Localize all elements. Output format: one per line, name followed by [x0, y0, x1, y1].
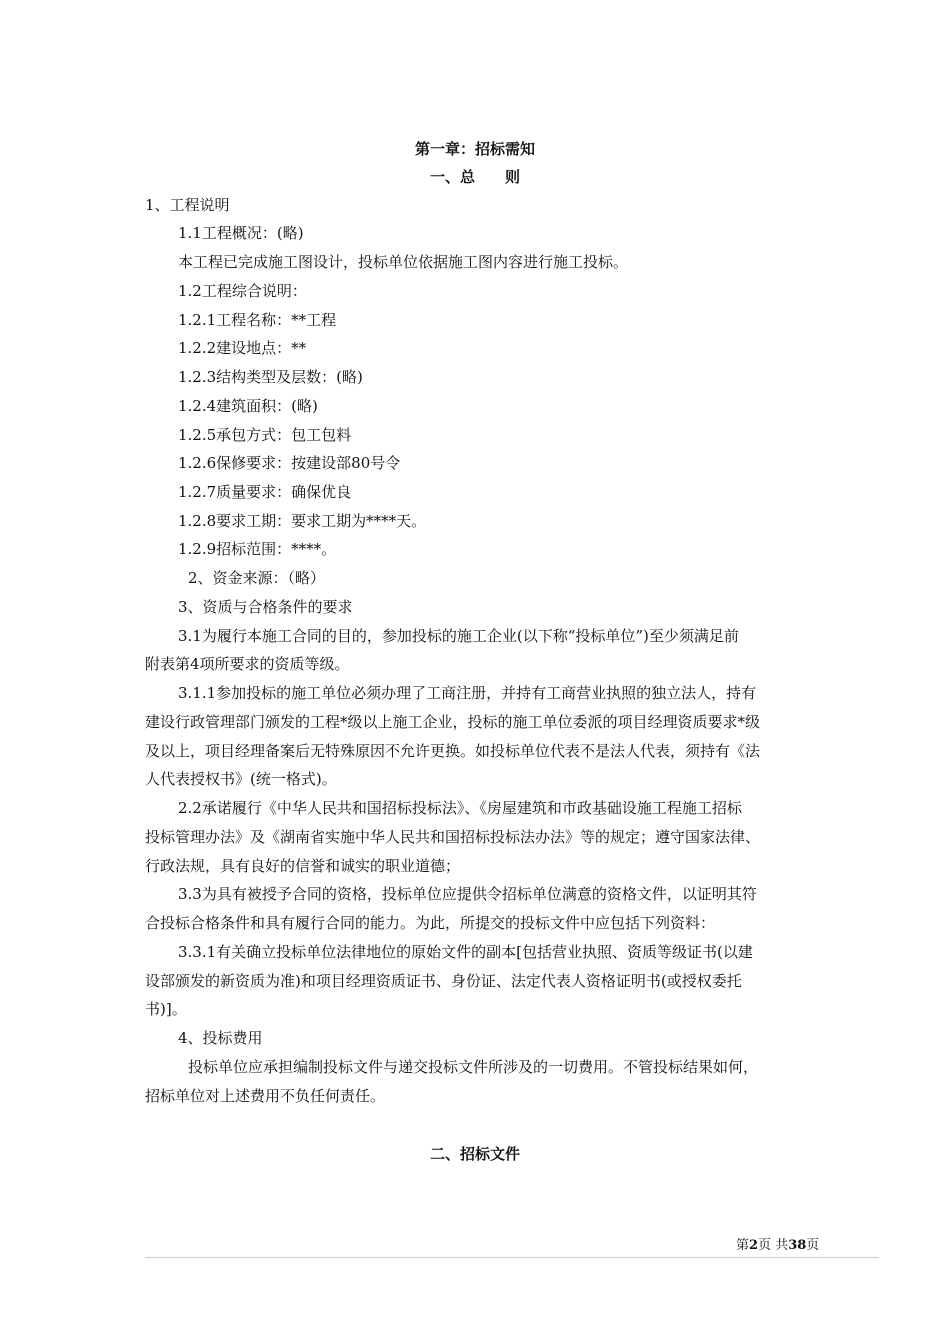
paragraph-line: 1.2.1工程名称：**工程: [178, 311, 337, 329]
paragraph-line: 3、资质与合格条件的要求: [178, 598, 353, 616]
paragraph-line: 本工程已完成施工图设计，投标单位依据施工图内容进行施工投标。: [178, 253, 629, 271]
footer-prefix: 第: [736, 1238, 750, 1253]
current-page: 2: [749, 1238, 759, 1253]
paragraph-line: 设部颁发的新资质为准)和项目经理资质证书、身份证、法定代表人资格证明书(或授权委托: [145, 972, 742, 990]
paragraph-line: 3.1.1参加投标的施工单位必须办理了工商注册，并持有工商营业执照的独立法人，持有: [178, 684, 757, 702]
paragraph-line: 及以上，项目经理备案后无特殊原因不允许更换。如投标单位代表不是法人代表，须持有《法: [145, 742, 761, 760]
paragraph-line: 人代表授权书》(统一格式)。: [145, 770, 337, 788]
page-number-footer: [736, 1234, 819, 1253]
paragraph-line: 1.2.9招标范围：****。: [178, 540, 337, 558]
paragraph-line: 1.2.8要求工期：要求工期为****天。: [178, 512, 427, 530]
paragraph-line: 3.3为具有被授予合同的资格，投标单位应提供令招标单位满意的资格文件，以证明其符: [178, 885, 757, 903]
paragraph-line: 3.3.1有关确立投标单位法律地位的原始文件的副本[包括营业执照、资质等级证书(以建: [178, 943, 753, 961]
paragraph-line: 2.2承诺履行《中华人民共和国招标投标法》、《房屋建筑和市政基础设施工程施工招标: [178, 799, 742, 817]
paragraph-line: 建设行政管理部门颁发的工程*级以上施工企业，投标的施工单位委派的项目经理资质要求*级: [145, 713, 761, 731]
chapter-title: 第一章：招标需知: [414, 140, 535, 158]
paragraph-line: 1.2.5承包方式：包工包料: [178, 426, 352, 444]
paragraph-line: 投标单位应承担编制投标文件与递交投标文件所涉及的一切费用。不管投标结果如何，: [188, 1058, 759, 1076]
paragraph-line: 附表第4项所要求的资质等级。: [145, 655, 350, 673]
paragraph-line: 4、投标费用: [178, 1029, 263, 1047]
paragraph-line: 投标管理办法》及《湖南省实施中华人民共和国招标投标法办法》等的规定；遵守国家法律、: [145, 828, 761, 846]
section-title-tender-documents: 二、招标文件: [429, 1145, 520, 1163]
paragraph-line: 行政法规，具有良好的信誉和诚实的职业道德；: [145, 857, 461, 875]
footer-suffix: 页: [806, 1238, 820, 1253]
paragraph-line: 2、资金来源：（略）: [188, 569, 326, 587]
footer-divider: [145, 1257, 879, 1258]
footer-mid: 页 共: [758, 1238, 789, 1253]
paragraph-line: 1.2工程综合说明：: [178, 282, 307, 300]
paragraph-line: 1、工程说明: [145, 196, 230, 214]
paragraph-line: 1.1工程概况：(略): [178, 224, 304, 242]
paragraph-line: 1.2.2建设地点：**: [178, 339, 307, 357]
paragraph-line: 1.2.7质量要求：确保优良: [178, 483, 352, 501]
total-pages: 38: [788, 1238, 807, 1253]
paragraph-line: 1.2.3结构类型及层数：(略): [178, 368, 363, 386]
paragraph-line: 1.2.4建筑面积：(略): [178, 397, 318, 415]
paragraph-line: 1.2.6保修要求：按建设部80号令: [178, 454, 401, 472]
paragraph-line: 3.1为履行本施工合同的目的，参加投标的施工企业(以下称“投标单位”)至少须满足前: [178, 627, 739, 645]
paragraph-line: 合投标合格条件和具有履行合同的能力。为此，所提交的投标文件中应包括下列资料：: [145, 914, 716, 932]
paragraph-line: 招标单位对上述费用不负任何责任。: [145, 1087, 386, 1105]
paragraph-line: 书)]。: [145, 1000, 187, 1018]
section-title-general: 一、总 则: [429, 168, 520, 186]
